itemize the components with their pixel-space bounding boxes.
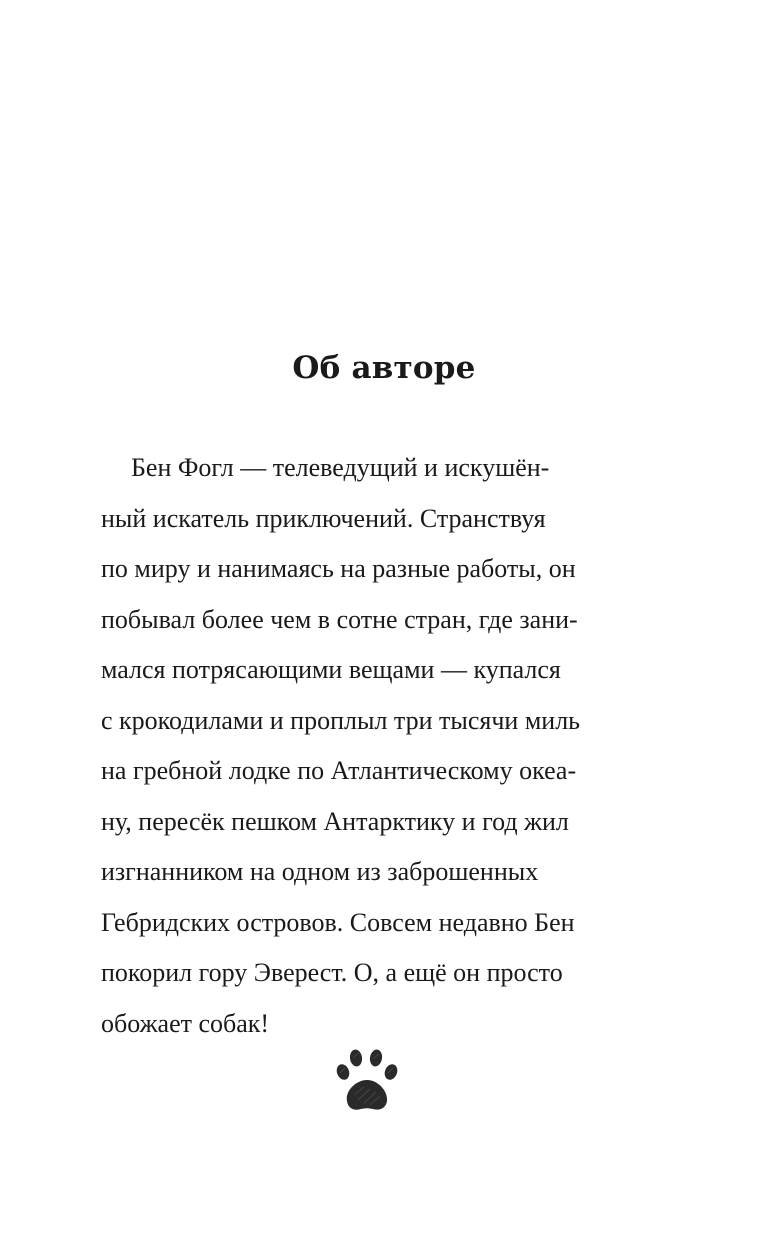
paragraph-line: с крокодилами и проплыл три тысячи миль bbox=[101, 705, 581, 735]
paragraph-line: ну, пересёк пешком Антарктику и год жил bbox=[101, 806, 569, 836]
paw-print-icon bbox=[334, 1025, 404, 1113]
paragraph-line: на гребной лодке по Атлантическому океа- bbox=[101, 756, 577, 785]
paragraph-line: мался потрясающими вещами — купался bbox=[101, 655, 561, 684]
paragraph-line: побывал более чем в сотне стран, где зани- bbox=[101, 604, 578, 634]
page-title: Об авторе bbox=[292, 350, 476, 386]
author-bio-paragraph bbox=[101, 443, 641, 1049]
paragraph-line: Бен Фогл — телеведущий и искушён- bbox=[131, 453, 550, 482]
paragraph-line: по миру и нанимаясь на разные работы, он bbox=[101, 554, 576, 583]
paragraph-line: изгнанником на одном из заброшенных bbox=[101, 857, 539, 886]
paragraph-line: Гебридских островов. Совсем недавно Бен bbox=[101, 907, 575, 937]
paragraph-line: ный искатель приключений. Странствуя bbox=[101, 503, 546, 533]
paragraph-line: покорил гору Эверест. О, а ещё он просто bbox=[101, 958, 563, 987]
paragraph-line: обожает собак! bbox=[101, 1008, 270, 1038]
